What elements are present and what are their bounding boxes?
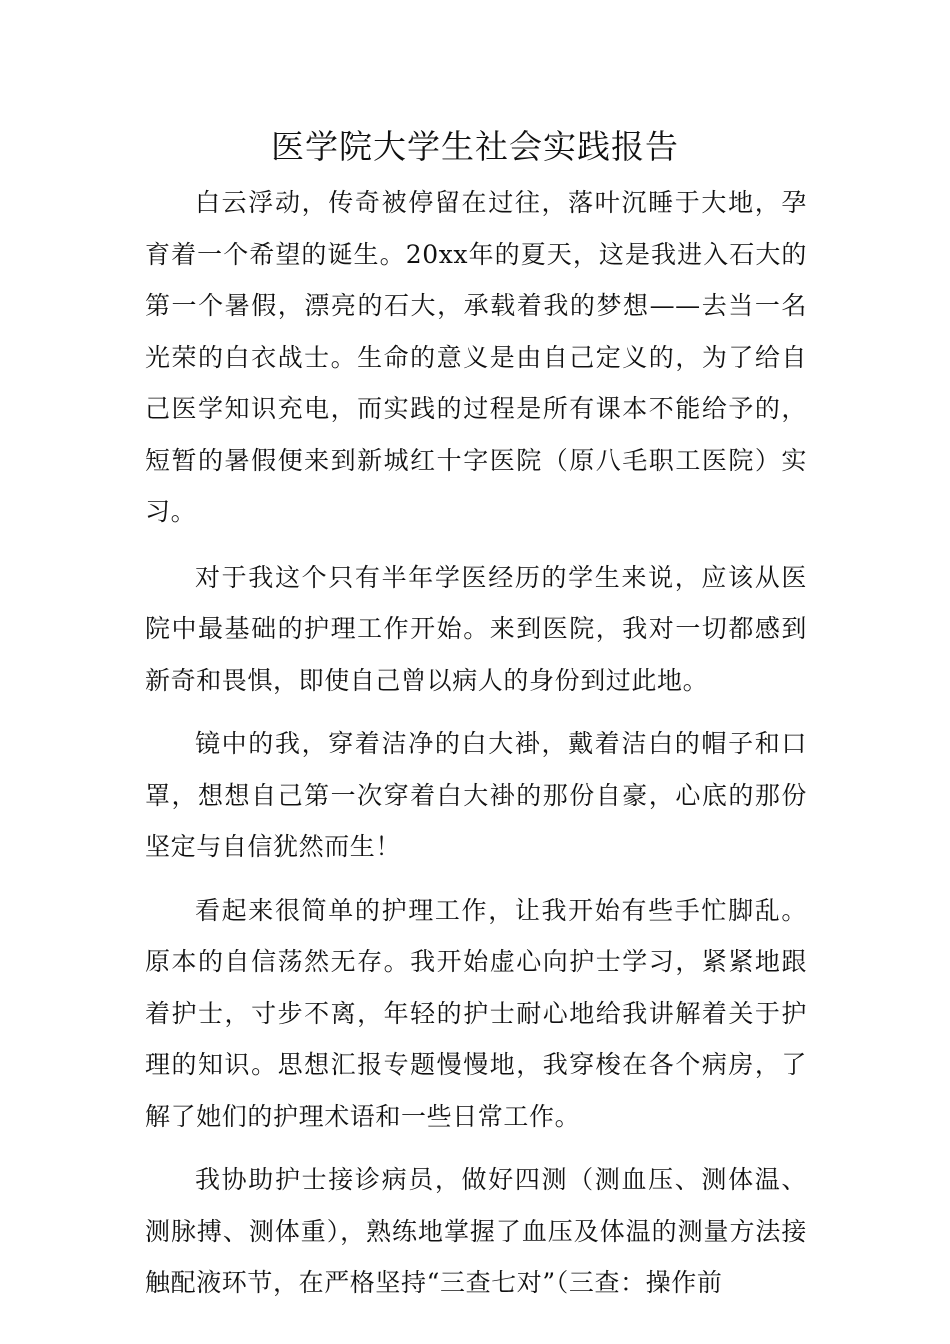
paragraph-4: 看起来很简单的护理工作，让我开始有些手忙脚乱。原本的自信荡然无存。我开始虚心向护士学习，紧紧地跟着护士，寸步不离，年轻的护士耐心地给我讲解着关于护理的知识。思想汇报专题慢慢地，我穿梭在各个病房，了解了她们的护理术语和一些日常工作。 [145, 895, 807, 1131]
paragraph-3: 镜中的我，穿着洁净的白大褂，戴着洁白的帽子和口罩，想想自己第一次穿着白大褂的那份自豪，心底的那份坚定与自信犹然而生！ [145, 729, 807, 861]
paragraph-1: 白云浮动，传奇被停留在过往，落叶沉睡于大地，孕育着一个希望的诞生。20xx年的夏天，这是我进入石大的第一个暑假，漂亮的石大，承载着我的梦想——去当一名光荣的白衣战士。生命的意义是由自己定义的，为了给自己医学知识充电，而实践的过程是所有课本不能给予的，短暂的暑假便来到新城红十字医院（原八毛职工医院）实习。 [145, 188, 807, 526]
document-body [145, 177, 807, 1321]
paragraph-5: 我协助护士接诊病员，做好四测（测血压、测体温、测脉搏、测体重），熟练地掌握了血压及体温的测量方法接触配液环节，在严格坚持“三查七对”（三查：操作前 [145, 1165, 807, 1297]
document-title: 医学院大学生社会实践报告 [271, 127, 679, 166]
paragraph-2: 对于我这个只有半年学医经历的学生来说，应该从医院中最基础的护理工作开始。来到医院，我对一切都感到新奇和畏惧，即使自己曾以病人的身份到过此地。 [145, 562, 807, 695]
